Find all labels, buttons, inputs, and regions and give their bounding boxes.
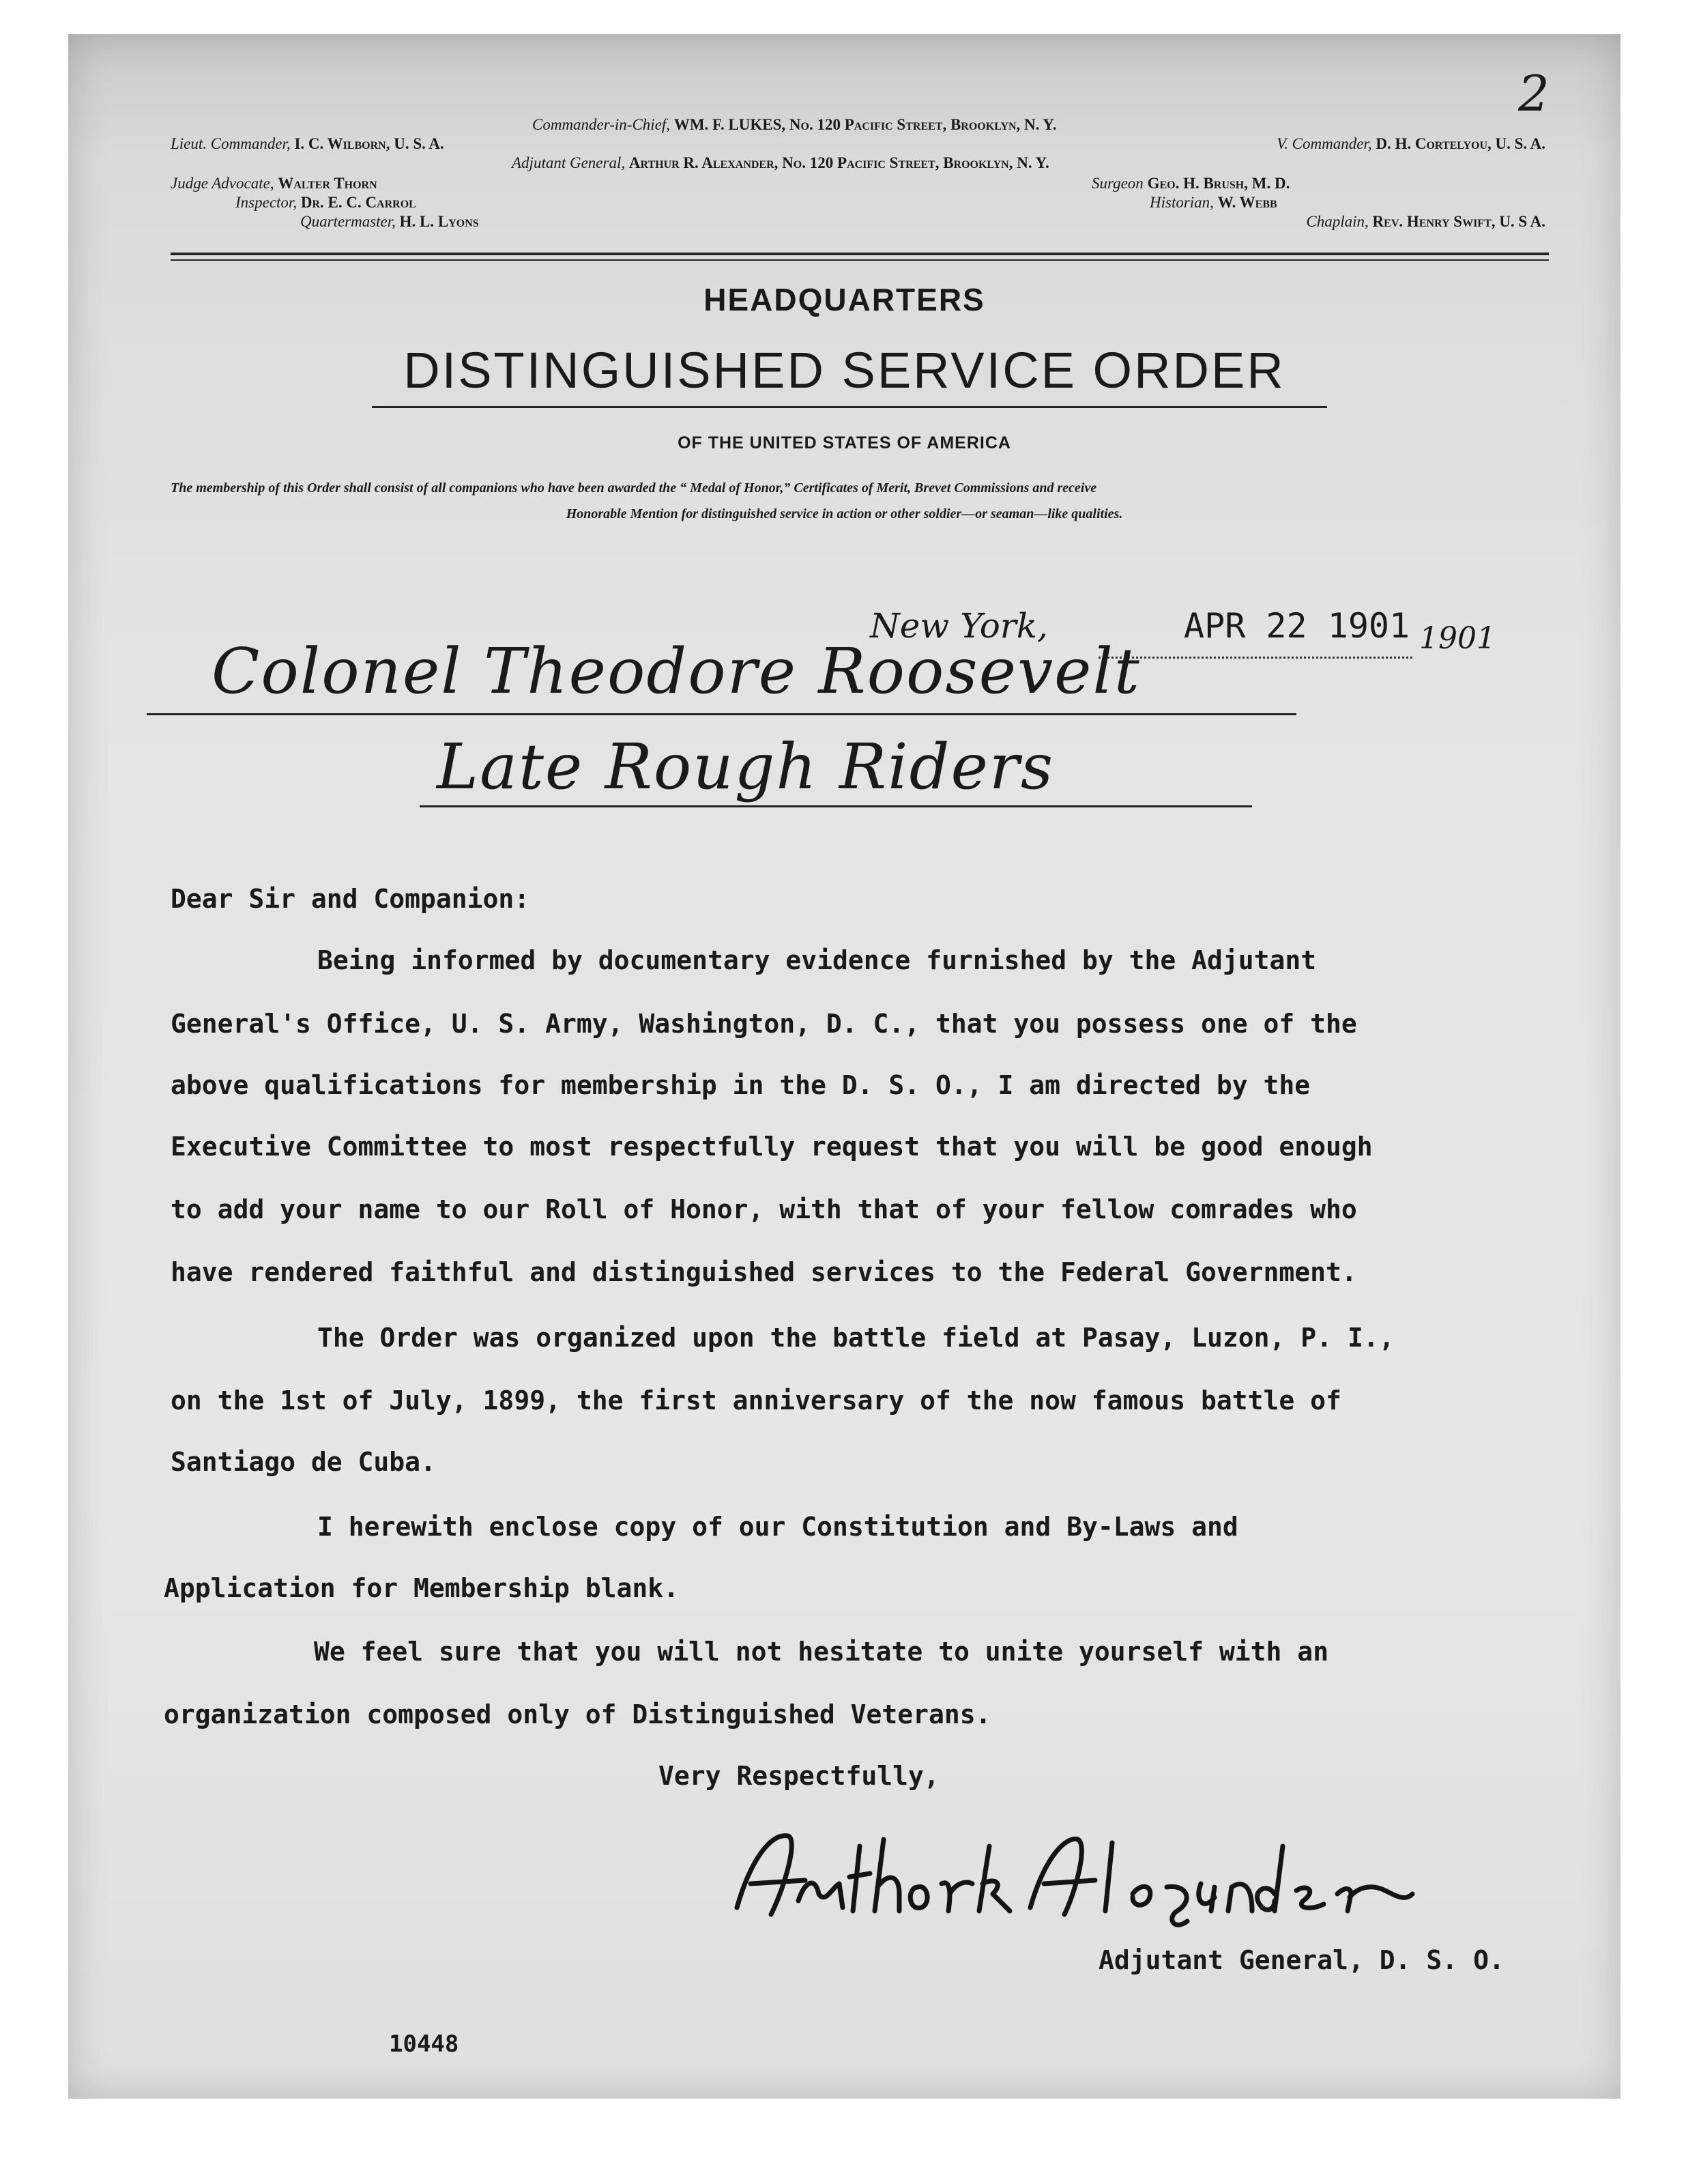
body-line: Executive Committee to most respectfully request that you will be good enough — [171, 1132, 1373, 1162]
order-subtitle: OF THE UNITED STATES OF AMERICA — [678, 433, 1011, 452]
body-line: to add your name to our Roll of Honor, with that of your fellow comrades who — [171, 1194, 1357, 1224]
officer-title: Lieut. Commander, — [171, 135, 291, 152]
officer-title: Surgeon — [1092, 175, 1144, 192]
addressee-name: Colonel Theodore Roosevelt — [212, 635, 1141, 708]
officer-name: D. H. Cortelyou, U. S. A. — [1376, 135, 1545, 152]
dateline-rule — [1099, 657, 1412, 659]
officer-title: Quartermaster, — [300, 213, 396, 230]
addressee-unit: Late Rough Riders — [437, 730, 1055, 803]
body-line: Santiago de Cuba. — [171, 1447, 436, 1477]
letterhead-rule-thin — [171, 259, 1549, 261]
officer-name: Geo. H. Brush, M. D. — [1147, 175, 1290, 192]
membership-note-line2: Honorable Mention for distinguished service in action or other soldier—or seaman—like qualities. — [566, 506, 1123, 521]
officer-name: Rev. Henry Swift, U. S A. — [1372, 213, 1545, 230]
surgeon — [1092, 175, 1290, 192]
body-line: have rendered faithful and distinguished services to the Federal Government. — [171, 1257, 1357, 1287]
body-line: Being informed by documentary evidence furnished by the Adjutant — [317, 945, 1317, 975]
officer-title: Adjutant General, — [512, 154, 626, 171]
judge-advocate — [171, 175, 377, 192]
officer-title: Historian, — [1150, 194, 1214, 211]
signature-text: Arthur R. Alexander — [723, 1819, 729, 1820]
signature — [723, 1819, 1419, 1935]
lieut-commander — [171, 135, 444, 153]
body-line: organization composed only of Distinguished Veterans. — [164, 1699, 991, 1729]
officer-title: Commander-in-Chief, — [532, 116, 671, 133]
inspector — [235, 194, 416, 212]
officer-name: Arthur R. Alexander, No. 120 Pacific Street, Brooklyn, N. Y. — [628, 154, 1049, 171]
order-title: DISTINGUISHED SERVICE ORDER — [403, 342, 1285, 399]
officer-name: Walter Thorn — [278, 175, 377, 192]
dateline-place: New York, — [870, 606, 1048, 646]
received-date-stamp: APR 22 1901 — [1184, 606, 1410, 646]
letter-sheet — [68, 34, 1620, 2099]
body-line: The Order was organized upon the battle field at Pasay, Luzon, P. I., — [317, 1323, 1395, 1353]
headquarters-heading: HEADQUARTERS — [703, 282, 985, 317]
body-line: above qualifications for membership in the D. S. O., I am directed by the — [171, 1070, 1311, 1100]
order-title-underline — [372, 406, 1327, 408]
officer-title: Chaplain, — [1306, 213, 1369, 230]
signatory-title: Adjutant General, D. S. O. — [1099, 1945, 1505, 1975]
page-mark: 2 — [1518, 65, 1550, 122]
body-line: on the 1st of July, 1899, the first anniversary of the now famous battle of — [171, 1385, 1341, 1416]
dateline-year: 1901 — [1419, 621, 1496, 656]
closing: Very Respectfully, — [658, 1761, 940, 1791]
officer-name: H. L. Lyons — [399, 213, 479, 230]
body-line: Application for Membership blank. — [164, 1573, 679, 1603]
addressee-underline — [147, 713, 1296, 715]
historian — [1150, 194, 1277, 212]
adjutant-general — [512, 154, 1049, 172]
membership-note-line1: The membership of this Order shall consist of all companions who have been awarded the “ Medal of Honor,” Certificates of Merit, Brevet Commissions and receive — [171, 480, 1097, 495]
officer-name: WM. F. LUKES, No. 120 Pacific Street, Brooklyn, N. Y. — [673, 116, 1057, 133]
quartermaster — [300, 213, 479, 231]
officer-title: Inspector, — [235, 194, 297, 211]
officer-title: V. Commander, — [1277, 135, 1372, 152]
body-line: I herewith enclose copy of our Constitution and By-Laws and — [317, 1512, 1238, 1542]
officer-name: W. Webb — [1217, 194, 1277, 211]
officer-title: Judge Advocate, — [171, 175, 274, 192]
body-line: General's Office, U. S. Army, Washington, D. C., that you possess one of the — [171, 1009, 1357, 1039]
salutation: Dear Sir and Companion: — [171, 884, 530, 914]
commander-in-chief — [532, 116, 1057, 134]
file-number: 10448 — [389, 2030, 459, 2058]
chaplain — [1306, 213, 1545, 231]
v-commander — [1277, 135, 1545, 153]
addressee-unit-underline — [420, 805, 1252, 807]
body-line: We feel sure that you will not hesitate to unite yourself with an — [314, 1637, 1329, 1667]
officer-name: I. C. Wilborn, U. S. A. — [294, 135, 444, 152]
letterhead-rule — [171, 253, 1549, 255]
officer-name: Dr. E. C. Carrol — [300, 194, 416, 211]
